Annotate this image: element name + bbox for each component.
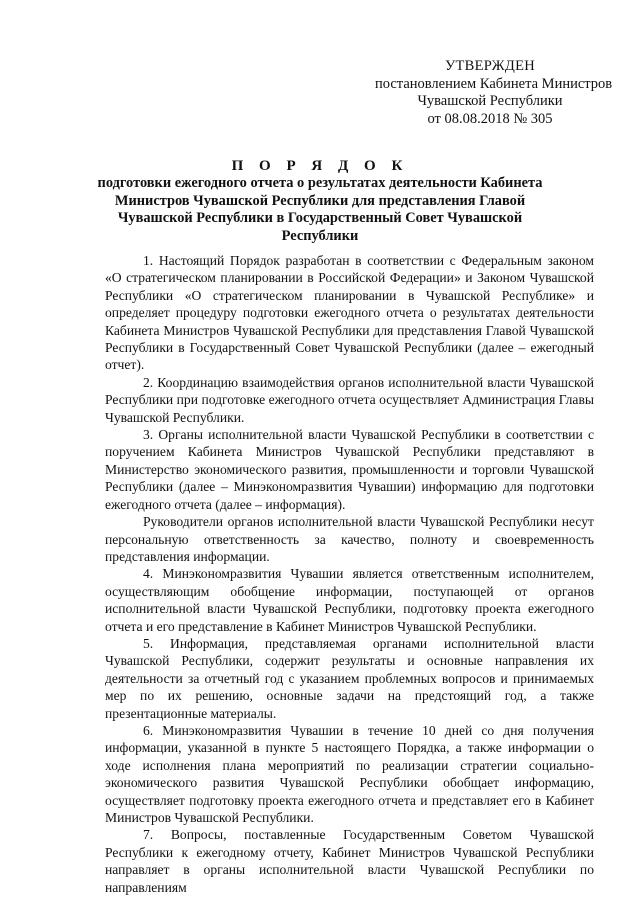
document-heading: П О Р Я Д О К — [231, 158, 409, 174]
approval-line-2: Чувашской Республики — [417, 93, 563, 109]
paragraph-2: 2. Координацию взаимодействия органов исполнительной власти Чувашской Республики при подготовке ежегодного отчета осуществляет Администрация Главы Чувашской Республики. — [105, 374, 594, 425]
paragraph-3-continued: Руководители органов исполнительной власти Чувашской Республики несут персональную ответственность за качество, полноту и своевременность представления информации. — [105, 514, 594, 564]
paragraph-3: 3. Органы исполнительной власти Чувашской Республики в соответствии с поручением Кабинета Министров Чувашской Республики представляют в Министерство экономического развития, промышленности и торговли Чувашской Республики (далее – Минэкономразвития Чувашии) информацию для подготовки ежегодного отчета (далее – информация). — [105, 427, 594, 512]
paragraph-1: 1. Настоящий Порядок разработан в соответствии с Федеральным законом «О стратегическом планировании в Российской Федерации» и Законом Чувашской Республики «О стратегическом планировании в Чувашской Республике» и определяет процедуру подготовки ежегодного отчета о результатах деятельности Кабинета Министров Чувашской Республики для представления Главой Чувашской Республики в Государственный Совет Чувашской Республики (далее – ежегодный отчет). — [105, 253, 594, 373]
paragraph-7: 7. Вопросы, поставленные Государственным Советом Чувашской Республики к ежегодному отчету, Кабинет Министров Чувашской Республики направляет в органы исполнительной власти Чувашской Республики по направлениям — [105, 827, 594, 895]
approval-line-3: от 08.08.2018 № 305 — [427, 110, 553, 127]
approval-line-1: постановлением Кабинета Министров — [375, 75, 613, 92]
document-body — [105, 252, 594, 896]
paragraph-5: 5. Информация, представляемая органами исполнительной власти Чувашской Республики, содержит результаты и основные направления их деятельности за отчетный год с указанием проблемных вопросов и принимаемых мер по их решению, основные задачи на предстоящий год, а также презентационные материалы. — [105, 635, 594, 721]
paragraph-6: 6. Минэкономразвития Чувашии в течение 10 дней со дня получения информации, указанной в пункте 5 настоящего Порядка, а также информации о ходе исполнения плана мероприятий по реализации стратегии социально-экономического развития Чувашской Республики обобщает информацию, осуществляет подготовку проекта ежегодного отчета и представляет его в Кабинет Министров Чувашской Республики. — [105, 722, 594, 825]
document-subheading: подготовки ежегодного отчета о результатах деятельности Кабинета Министров Чувашской Республики для представления Главой Чувашской Республики в Государственный Совет Чувашской Республики — [97, 175, 543, 244]
approval-block — [375, 58, 613, 128]
approval-title: УТВЕРЖДЕН — [444, 58, 536, 74]
paragraph-4: 4. Минэкономразвития Чувашии является ответственным исполнителем, осуществляющим обобщение информации, поступающей от органов исполнительной власти Чувашской Республики, подготовку проекта ежегодного отчета и его представление в Кабинет Министров Чувашской Республики. — [105, 566, 594, 634]
